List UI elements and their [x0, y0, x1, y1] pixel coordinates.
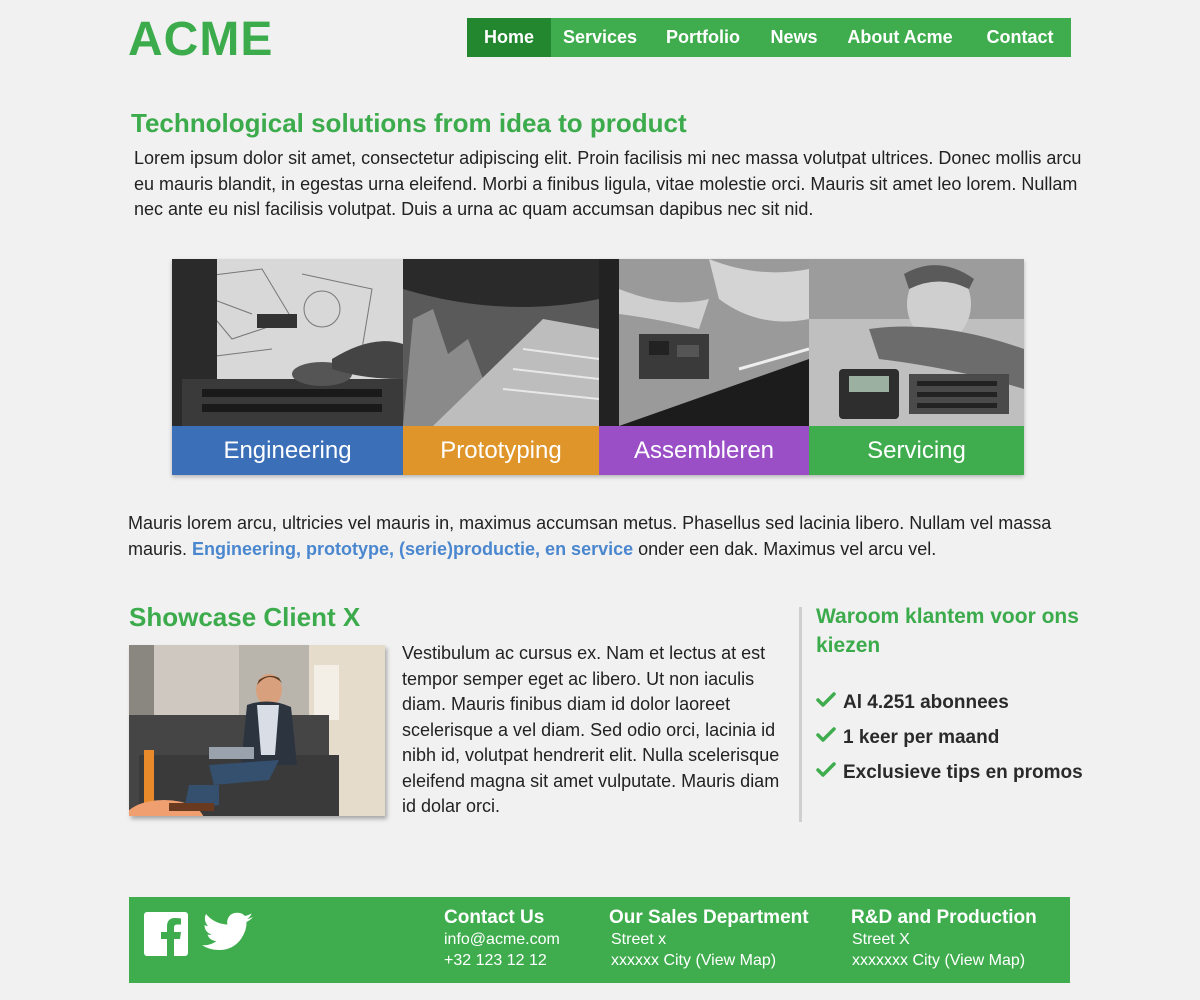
footer-sales-city[interactable]: xxxxxx City (View Map)	[611, 952, 777, 969]
footer-rnd	[851, 907, 1037, 971]
footer-contact	[444, 907, 560, 971]
acme-logo[interactable]: ACME	[128, 13, 274, 66]
tile-assembleren-label: Assembleren	[599, 426, 809, 475]
tile-engineering[interactable]	[172, 259, 403, 475]
assembleren-photo	[599, 259, 809, 426]
footer-sales-title: Our Sales Department	[609, 907, 809, 928]
showcase-title: Showcase Client X	[129, 602, 361, 632]
sidebar-divider	[799, 607, 802, 822]
check-icon	[816, 727, 843, 749]
check-icon	[816, 692, 843, 714]
footer-rnd-street: Street X	[852, 931, 910, 948]
hero-text: Lorem ipsum dolor sit amet, consectetur adipiscing elit. Proin facilisis mi nec massa volutpat ultrices. Donec mollis arcu eu mauris blandit, in egestas urna eleifend. Morbi a finibus ligula, vitae molestie orci. Mauris sit amet leo lorem. Nullam nec ante eu nisl facilisis volutpat. Duis a urna ac quam accumsan dapibus nec sit nid.	[134, 148, 1082, 219]
facebook-icon[interactable]	[144, 912, 188, 961]
nav-about[interactable]: About Acme	[847, 27, 953, 47]
footer-sales	[609, 907, 809, 971]
intro-text-before: Mauris lorem arcu, ultricies vel mauris in, maximus accumsan metus. Phasellus sed lacinia libero. Nullam vel massa mauris.	[128, 513, 1052, 559]
benefit-text: Al 4.251 abonnees	[843, 691, 1009, 713]
footer-rnd-city[interactable]: xxxxxxx City (View Map)	[852, 952, 1026, 969]
footer-contact-title: Contact Us	[444, 907, 545, 928]
nav-news[interactable]: News	[770, 27, 818, 47]
intro-text-after: onder een dak. Maximus vel arcu vel.	[633, 538, 937, 559]
footer-sales-street: Street x	[611, 931, 667, 948]
intro-paragraph	[128, 511, 1088, 562]
site-footer	[129, 897, 1070, 983]
nav-services[interactable]: Services	[562, 27, 638, 47]
footer-email[interactable]: info@acme.com	[444, 931, 560, 948]
nav-portfolio[interactable]: Portfolio	[666, 27, 740, 47]
showcase-text: Vestibulum ac cursus ex. Nam et lectus at est tempor semper eget ac libero. Ut non iaculis diam. Mauris finibus diam id dolor laoreet scelerisque a vel diam. Sed odio orci, lacinia id nibh id, volutpat hendrerit elit. Nulla scelerisque eleifend magna sit amet vulputate. Mauris diam id dolar orci.	[402, 643, 780, 816]
main-nav	[467, 18, 1071, 57]
nav-home[interactable]: Home	[467, 18, 551, 57]
benefit-text: 1 keer per maand	[843, 726, 1000, 748]
hero-title: Technological solutions from idea to product	[131, 108, 687, 138]
footer-phone: +32 123 12 12	[444, 952, 547, 969]
check-icon	[816, 762, 843, 784]
engineering-photo	[172, 259, 403, 426]
benefit-item	[816, 685, 1083, 720]
services-link[interactable]: Engineering, prototype, (serie)productie, en service	[192, 538, 634, 559]
footer-rnd-title: R&D and Production	[851, 907, 1037, 928]
tile-prototyping-label: Prototyping	[403, 426, 599, 475]
why-choose-us-title: Waroom klantem voor ons kiezen	[816, 605, 1079, 657]
benefit-item	[816, 755, 1083, 790]
benefits-list	[816, 685, 1083, 790]
tile-prototyping[interactable]	[403, 259, 599, 475]
tile-engineering-label: Engineering	[172, 426, 403, 475]
tile-assembleren[interactable]	[599, 259, 809, 475]
benefit-text: Exclusieve tips en promos	[843, 761, 1083, 783]
service-tiles	[172, 259, 1024, 475]
twitter-icon[interactable]	[202, 912, 254, 959]
tile-servicing-label: Servicing	[809, 426, 1024, 475]
tile-servicing[interactable]	[809, 259, 1024, 475]
prototyping-photo	[403, 259, 599, 426]
showcase-image	[129, 645, 385, 816]
benefit-item	[816, 720, 1083, 755]
nav-contact[interactable]: Contact	[986, 27, 1054, 47]
servicing-photo	[809, 259, 1024, 426]
